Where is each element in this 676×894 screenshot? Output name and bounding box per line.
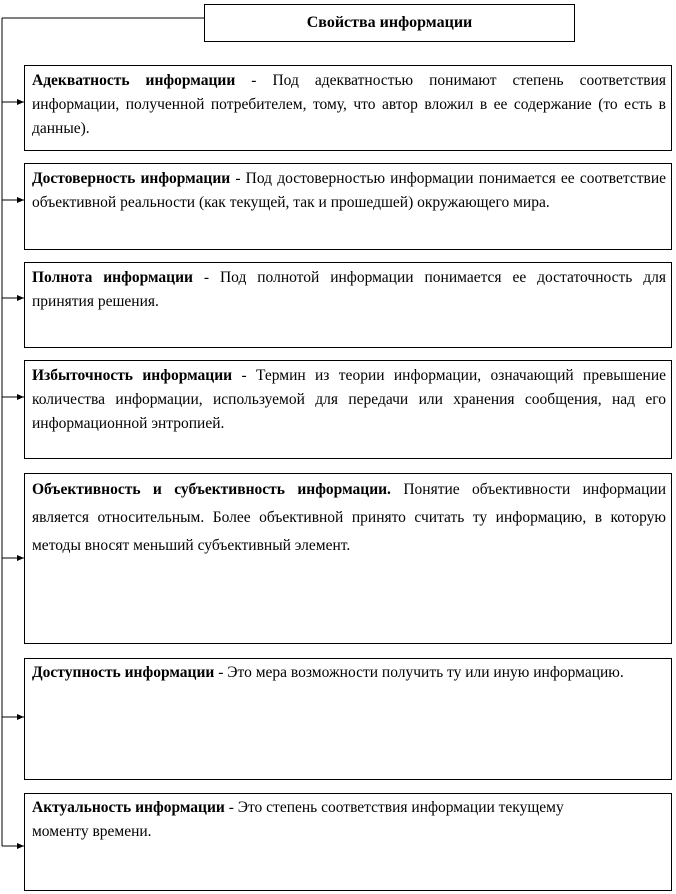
- property-separator: -: [224, 799, 238, 816]
- property-separator: -: [192, 269, 220, 286]
- property-text: Это мера возможности получить ту или иную информацию.: [227, 664, 624, 681]
- property-separator: -: [214, 664, 228, 681]
- property-box-redundancy: [24, 360, 672, 459]
- property-term: Доступность информации: [32, 664, 215, 681]
- property-box-completeness: [24, 262, 672, 348]
- property-box-adequacy: [24, 65, 672, 151]
- property-term: Объективность и субъективность информации.: [32, 481, 391, 498]
- property-term: Полнота информации: [32, 269, 193, 286]
- property-separator: -: [235, 72, 273, 89]
- property-term: Достоверность информации: [32, 170, 231, 187]
- property-text: Понятие объективности информации является относительным. Более объективной принято считать ту информацию, в которую методы вносят меньший субъективный элемент.: [32, 481, 667, 554]
- property-term: Актуальность информации: [32, 799, 225, 816]
- property-separator: -: [232, 367, 256, 384]
- diagram-title: Свойства информации: [204, 4, 575, 42]
- property-text: Под достоверностью информации понимается ее соответствие объективной реальности (как текущей, так и прошедшей) окружающего мира.: [32, 170, 666, 211]
- property-box-objectivity: [24, 473, 672, 644]
- property-text: Это степень соответствия информации текущему моменту времени.: [32, 799, 564, 840]
- property-text: Под полнотой информации понимается ее достаточность для принятия решения.: [32, 269, 667, 310]
- property-term: Адекватность информации: [32, 72, 236, 89]
- property-separator: -: [230, 170, 246, 187]
- property-text: Термин из теории информации, означающий превышение количества информации, используемой для передачи или хранения сообщения, над его информационной энтропией.: [32, 367, 666, 432]
- property-box-accessibility: [24, 658, 672, 780]
- property-box-reliability: [24, 163, 672, 250]
- property-term: Избыточность информации: [32, 367, 233, 384]
- property-box-relevance: [24, 793, 672, 891]
- property-text: Под адекватностью понимают степень соответствия информации, полученной потребителем, тому, что автор вложил в ее содержание (то есть в данные).: [32, 72, 667, 137]
- property-separator: [391, 481, 403, 498]
